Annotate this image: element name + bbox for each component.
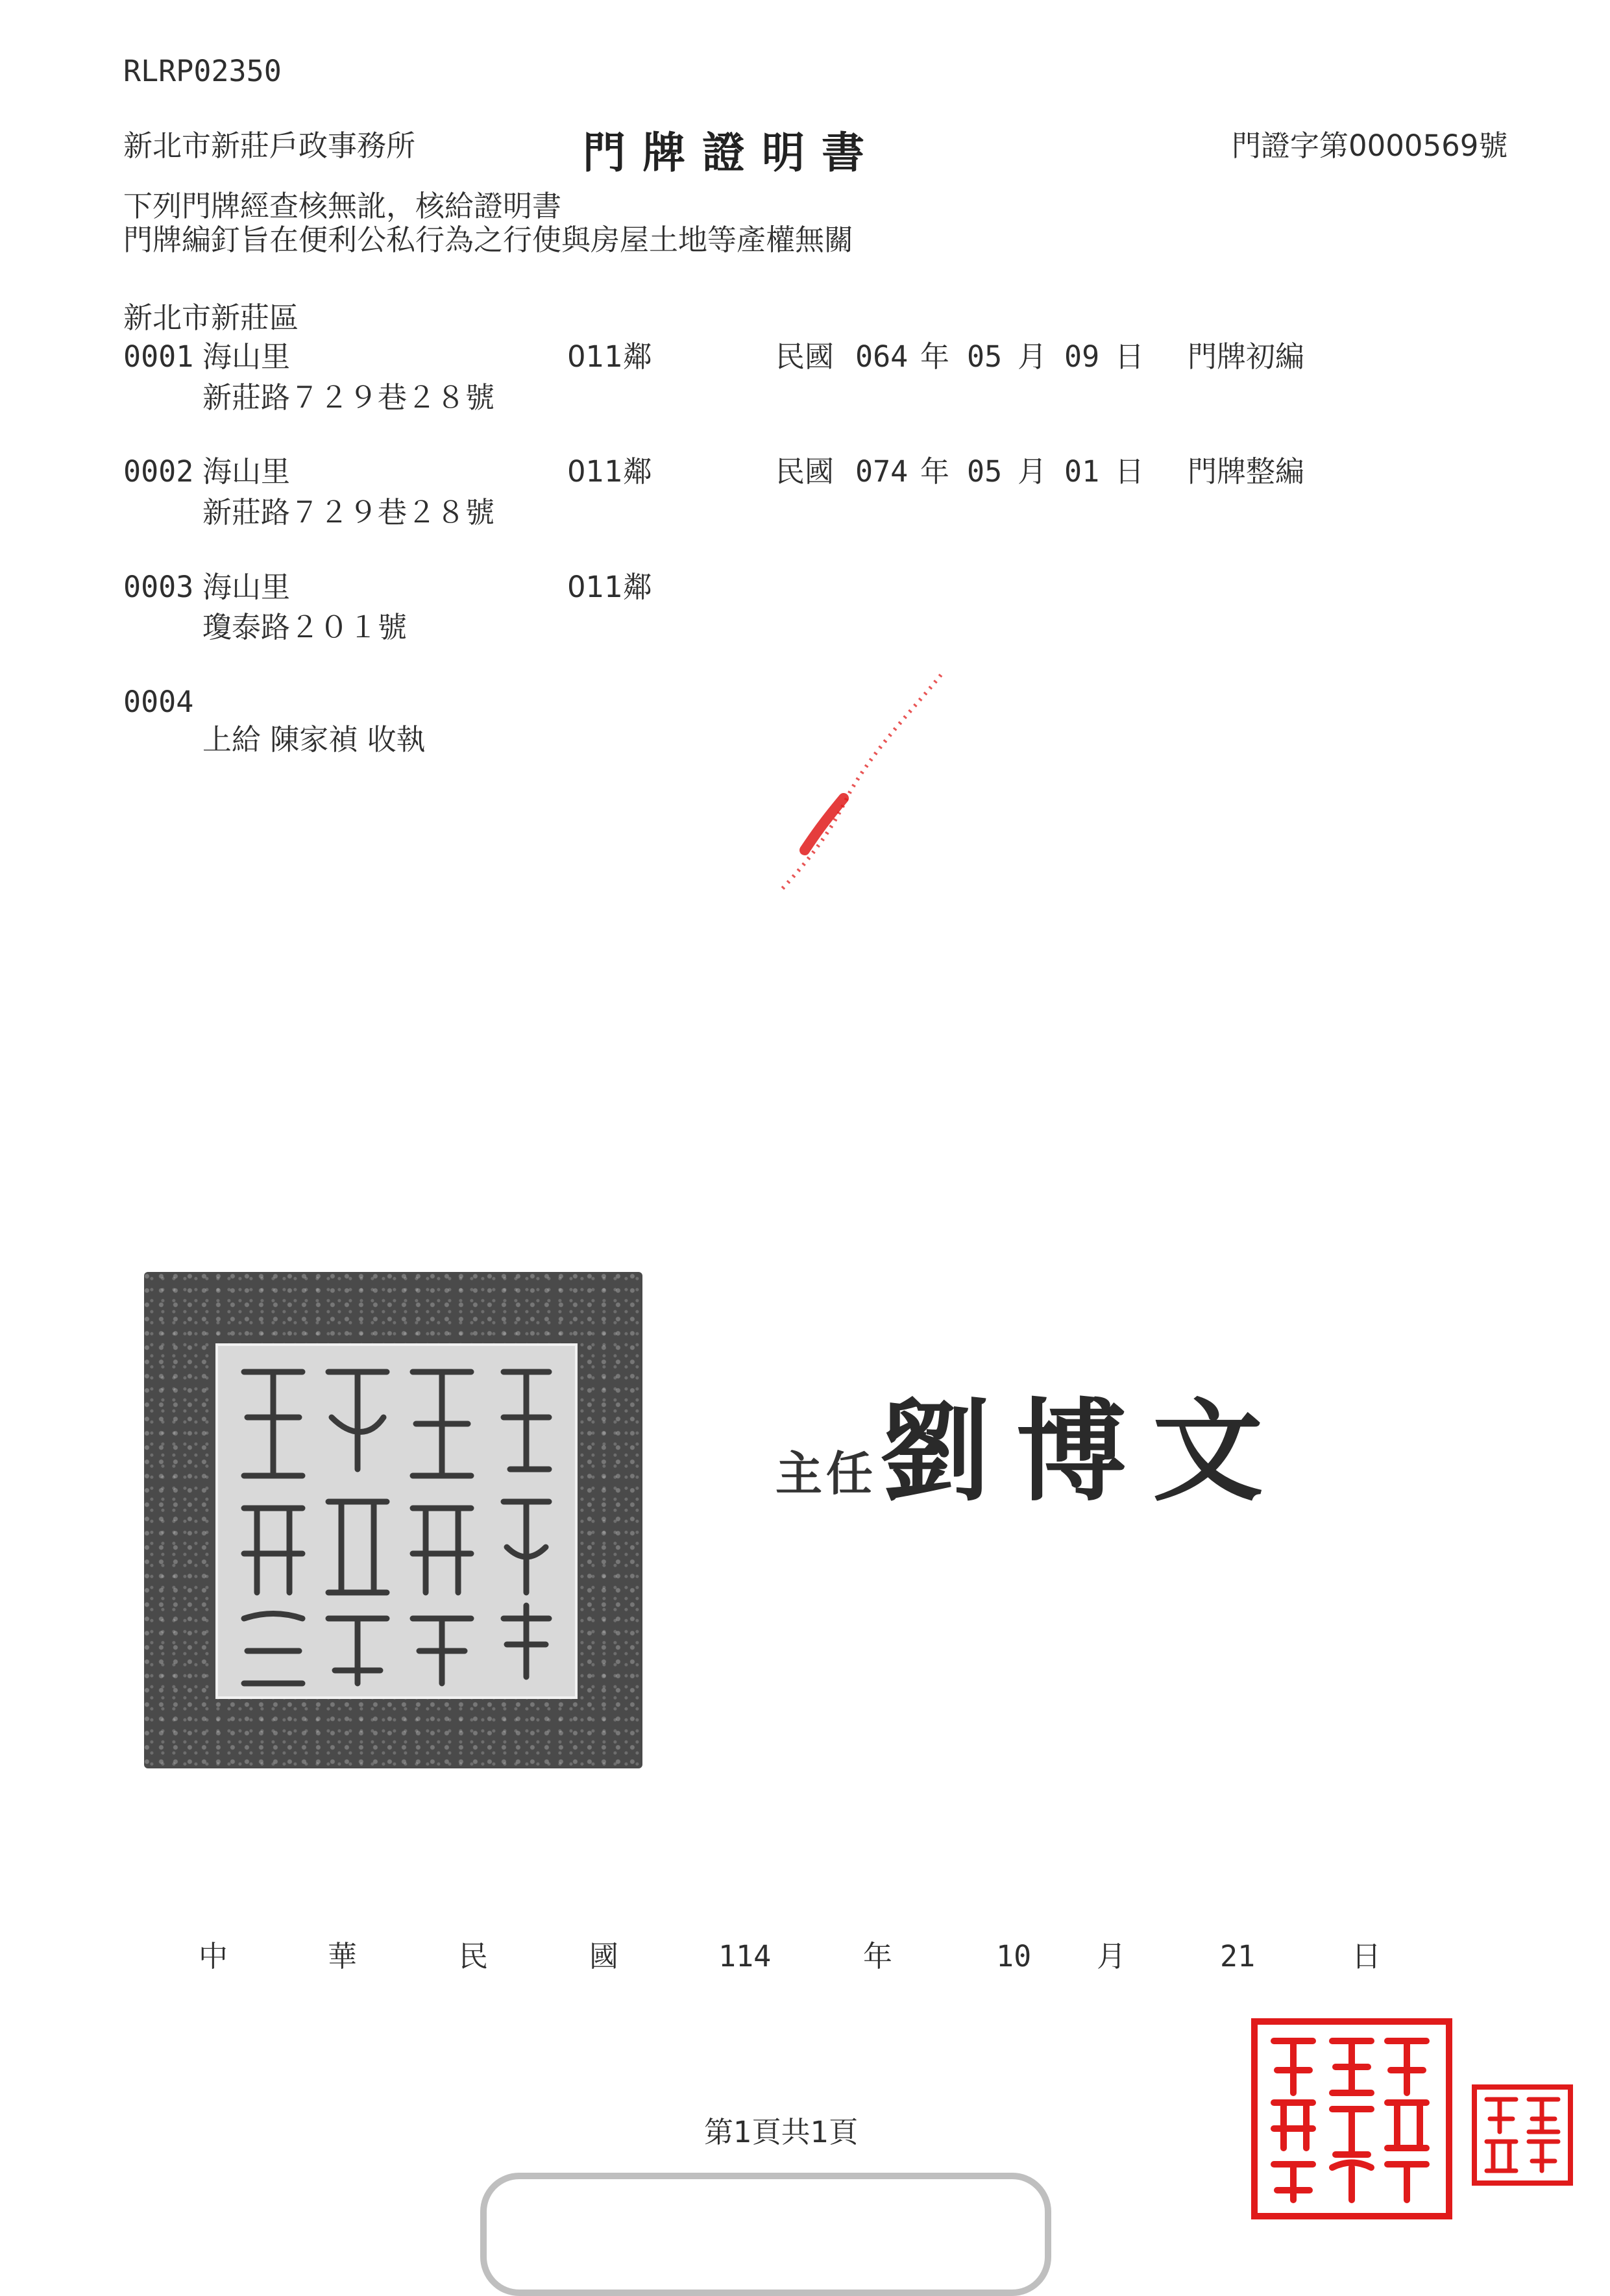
record-number: 0001 [123,339,194,374]
record-village: 海山里 [202,454,291,489]
red-seal-small [1472,2084,1573,2186]
red-seal-large [1251,2018,1452,2219]
intro-line-2: 門牌編釘旨在便利公私行為之行使與房屋土地等產權無關 [123,223,854,257]
date-char-3: 民 [459,1939,489,1973]
document-title: 門牌證明書 [583,128,881,178]
record-roc: 民國 [775,454,835,489]
record-number: 0002 [123,454,194,489]
issuing-office: 新北市新莊戶政事務所 [123,128,416,163]
record-number: 0004 [123,685,194,719]
date-month-unit: 月 [1097,1939,1127,1973]
date-year: 114 [718,1939,772,1973]
ink-smear-mark [766,662,960,896]
page-indicator: 第1頁共1頁 [704,2115,859,2149]
date-char-1: 中 [199,1939,228,1973]
record-neighborhood: 011鄰 [567,570,652,604]
record-year: 064 [855,339,909,374]
record-day: 01 [1064,454,1100,489]
district: 新北市新莊區 [123,300,299,335]
recipient-line: 上給 陳家禎 收執 [202,722,426,757]
record-village: 海山里 [202,339,291,374]
red-seal-large-glyphs [1258,2025,1446,2213]
record-neighborhood: 011鄰 [567,339,652,374]
record-day: 09 [1064,339,1100,374]
signature-title: 主任 [775,1447,877,1501]
record-note: 門牌整編 [1188,454,1305,489]
date-day: 21 [1220,1939,1256,1973]
record-address: 瓊泰路２０１號 [202,610,408,644]
record-address: 新莊路７２９巷２８號 [202,380,495,415]
record-month: 05 [967,339,1003,374]
seal-script-glyphs [218,1346,575,1696]
record-village: 海山里 [202,570,291,604]
record-day-unit: 日 [1115,339,1145,374]
record-note: 門牌初編 [1188,339,1305,374]
signature-block [775,1363,1289,1522]
date-char-2: 華 [328,1939,358,1973]
date-month: 10 [996,1939,1032,1973]
record-address: 新莊路７２９巷２８號 [202,495,495,530]
bottom-faint-stamp [480,2173,1051,2296]
record-month: 05 [967,454,1003,489]
intro-line-1: 下列門牌經查核無訛，核給證明書 [123,189,562,223]
date-day-unit: 日 [1352,1939,1382,1973]
record-roc: 民國 [775,339,835,374]
official-square-seal [144,1272,642,1768]
record-year-unit: 年 [920,454,950,489]
date-char-4: 國 [589,1939,619,1973]
record-day-unit: 日 [1115,454,1145,489]
signature-name: 劉博文 [880,1387,1289,1517]
record-year-unit: 年 [920,339,950,374]
date-year-unit: 年 [863,1939,893,1973]
record-year: 074 [855,454,909,489]
certificate-number: 門證字第0000569號 [1232,128,1508,163]
record-neighborhood: 011鄰 [567,454,652,489]
record-month-unit: 月 [1018,339,1047,374]
document-code: RLRP02350 [123,54,282,88]
seal-inner-panel [215,1343,578,1699]
red-seal-small-glyphs [1477,2090,1568,2180]
record-month-unit: 月 [1018,454,1047,489]
record-number: 0003 [123,570,194,604]
